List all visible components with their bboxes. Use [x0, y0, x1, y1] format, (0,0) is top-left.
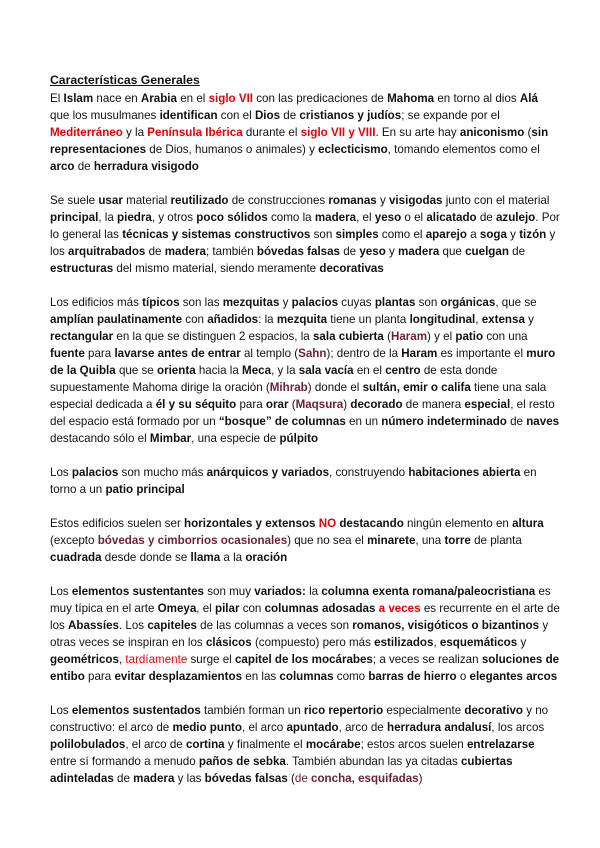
- text-run: añadidos: [207, 313, 259, 326]
- text-run: patio principal: [105, 483, 185, 496]
- text-run: cortina: [185, 738, 225, 751]
- text-run: plantas: [374, 296, 416, 309]
- text-run: especial: [464, 398, 511, 411]
- text-run: “bosque” de columnas: [218, 415, 346, 428]
- text-run: en la que se distinguen 2 espacios, la: [113, 330, 313, 343]
- text-run: principal: [50, 211, 99, 224]
- text-run: soga: [479, 228, 507, 241]
- text-run: para: [84, 670, 115, 683]
- text-run: con el: [217, 109, 255, 122]
- text-run: Maqsura: [295, 398, 344, 411]
- text-run: a la: [220, 551, 246, 564]
- text-run: palacios: [71, 466, 119, 479]
- text-run: Arabia: [140, 92, 177, 105]
- text-run: como la: [267, 211, 315, 224]
- text-run: desde donde se: [101, 551, 191, 564]
- text-run: longitudinal: [409, 313, 476, 326]
- text-run: en el: [353, 364, 386, 377]
- text-run: variados:: [254, 585, 306, 598]
- text-run: que los musulmanes: [50, 109, 160, 122]
- text-run: mocárabe: [305, 738, 361, 751]
- text-run: mezquitas: [222, 296, 280, 309]
- text-run: , arco de: [338, 721, 387, 734]
- text-run: columnas adosadas: [264, 602, 376, 615]
- text-run: concha, esquifadas: [311, 772, 419, 785]
- text-run: clásicos: [205, 636, 252, 649]
- text-run: al templo (: [240, 347, 299, 360]
- text-run: son muy: [204, 585, 255, 598]
- text-run: ); dentro de la: [326, 347, 402, 360]
- text-run: altura: [512, 517, 544, 530]
- text-run: polilobulados: [50, 738, 126, 751]
- text-run: (: [524, 126, 532, 139]
- text-run: material: [122, 194, 171, 207]
- text-run: (compuesto) pero más: [251, 636, 375, 649]
- text-run: centro: [385, 364, 421, 377]
- text-run: mezquita: [276, 313, 328, 326]
- text-run: capiteles: [147, 619, 197, 632]
- paragraph-origins: [50, 90, 560, 175]
- text-run: fuente: [50, 347, 85, 360]
- document-page: [50, 72, 560, 804]
- text-run: , que se: [495, 296, 537, 309]
- text-run: es muy típica en el arte: [50, 585, 551, 615]
- text-run: Mahoma: [387, 92, 435, 105]
- text-run: alicatado: [426, 211, 477, 224]
- text-run: de: [506, 415, 527, 428]
- text-run: geométricos: [50, 653, 119, 666]
- text-run: y no constructivo: el arco de: [50, 704, 549, 734]
- text-run: junto con el material: [442, 194, 550, 207]
- text-run: son las: [179, 296, 223, 309]
- text-run: , construyendo: [329, 466, 409, 479]
- text-run: ; a veces se realizan: [372, 653, 482, 666]
- text-run: cuelgan: [465, 245, 509, 258]
- text-run: barras de hierro: [368, 670, 457, 683]
- text-run: , y la: [271, 364, 299, 377]
- paragraph-buildings: [50, 515, 560, 566]
- text-run: anárquicos y variados: [206, 466, 330, 479]
- text-run: (: [288, 398, 296, 411]
- text-run: , tomando elementos como el: [387, 143, 540, 156]
- paragraph-materials: [50, 192, 560, 277]
- text-run: y: [524, 313, 534, 326]
- text-run: bóvedas falsas: [256, 245, 341, 258]
- text-run: , y otros: [151, 211, 197, 224]
- text-run: ) donde el: [307, 381, 363, 394]
- text-run: de manera: [402, 398, 465, 411]
- text-run: técnicas y sistemas constructivos: [122, 228, 311, 241]
- text-run: arquitrabados: [68, 245, 146, 258]
- text-run: . Los: [118, 619, 148, 632]
- text-run: aparejo: [425, 228, 467, 241]
- text-run: llama: [190, 551, 221, 564]
- text-run: como el: [378, 228, 426, 241]
- text-run: sala cubierta: [312, 330, 384, 343]
- text-run: a veces: [378, 602, 421, 615]
- text-run: bóvedas y cimborrios ocasionales: [97, 534, 288, 547]
- text-run: la: [305, 585, 322, 598]
- text-run: cuyas: [338, 296, 375, 309]
- text-run: decorado: [350, 398, 403, 411]
- text-run: decorativo: [464, 704, 523, 717]
- text-run: son mucho más: [118, 466, 207, 479]
- text-run: cristianos y judíos: [299, 109, 402, 122]
- text-run: , el: [356, 211, 375, 224]
- text-run: amplían paulatinamente: [50, 313, 183, 326]
- text-run: oración: [245, 551, 288, 564]
- text-run: azulejo: [495, 211, 536, 224]
- text-run: El: [50, 92, 64, 105]
- text-run: de: [280, 109, 300, 122]
- text-run: en las: [242, 670, 280, 683]
- text-run: Haram: [390, 330, 428, 343]
- text-run: es recurrente en el arte de los: [50, 602, 560, 632]
- text-run: Islam: [63, 92, 94, 105]
- text-run: : la: [258, 313, 277, 326]
- text-run: Los: [50, 585, 72, 598]
- text-run: Dios: [254, 109, 281, 122]
- text-run: Abassíes: [68, 619, 119, 632]
- text-run: (: [383, 330, 391, 343]
- text-run: , los arcos: [491, 721, 545, 734]
- text-run: arco: [50, 160, 75, 173]
- text-run: lavarse antes de entrar: [114, 347, 241, 360]
- text-run: para: [84, 347, 115, 360]
- text-run: esquemáticos: [439, 636, 518, 649]
- text-run: o el: [401, 211, 427, 224]
- text-run: elementos sustentados: [71, 704, 201, 717]
- text-run: hacia la: [195, 364, 243, 377]
- text-run: destacando: [339, 517, 404, 530]
- paragraph-palaces: [50, 464, 560, 498]
- text-run: en el: [176, 92, 209, 105]
- text-run: rico repertorio: [303, 704, 384, 717]
- text-run: cuadrada: [50, 551, 102, 564]
- text-run: simples: [335, 228, 379, 241]
- text-run: minarete: [367, 534, 416, 547]
- text-run: ningún elemento en: [403, 517, 513, 530]
- text-run: para: [236, 398, 266, 411]
- text-run: cubiertas adinteladas: [50, 755, 513, 785]
- text-run: madera: [133, 772, 175, 785]
- text-run: . Por lo general las: [50, 211, 560, 241]
- text-run: usar: [98, 194, 123, 207]
- text-run: elementos sustentantes: [71, 585, 205, 598]
- text-run: que: [439, 245, 466, 258]
- text-run: columnas: [279, 670, 334, 683]
- text-run: y: [376, 194, 389, 207]
- text-run: romanas: [328, 194, 377, 207]
- text-run: evitar desplazamientos: [114, 670, 243, 683]
- paragraph-mosques: [50, 294, 560, 447]
- text-run: Los edificios más: [50, 296, 143, 309]
- text-run: rectangular: [50, 330, 114, 343]
- text-run: tardíamente: [125, 653, 188, 666]
- text-run: . En su arte hay: [375, 126, 460, 139]
- text-run: paños de sebka: [198, 755, 286, 768]
- text-run: tiene un planta: [327, 313, 410, 326]
- text-run: y: [506, 228, 520, 241]
- text-run: sala vacía: [298, 364, 354, 377]
- text-run: madera: [398, 245, 440, 258]
- text-run: NO: [318, 517, 337, 530]
- text-run: en torno al dios: [434, 92, 520, 105]
- text-run: torre: [444, 534, 471, 547]
- text-run: , el arco de: [125, 738, 186, 751]
- text-run: Sahn: [298, 347, 327, 360]
- text-run: madera: [164, 245, 206, 258]
- text-run: Estos edificios suelen ser: [50, 517, 185, 530]
- text-run: piedra: [117, 211, 152, 224]
- text-run: visigodas: [388, 194, 443, 207]
- text-run: romanos, visigóticos o bizantinos: [352, 619, 540, 632]
- text-run: madera: [314, 211, 357, 224]
- text-run: de: [294, 772, 312, 785]
- text-run: palacios: [291, 296, 339, 309]
- text-run: de: [340, 245, 360, 258]
- text-run: de: [476, 211, 496, 224]
- text-run: del mismo material, siendo meramente: [113, 262, 320, 275]
- text-run: tiene una sala especial dedicada a: [50, 381, 547, 411]
- text-run: con: [182, 313, 208, 326]
- text-run: habitaciones abierta: [408, 466, 521, 479]
- text-run: pilar: [214, 602, 240, 615]
- text-run: en un: [345, 415, 382, 428]
- text-run: soluciones de entibo: [50, 653, 560, 683]
- text-run: , la: [98, 211, 118, 224]
- text-run: de construcciones: [228, 194, 329, 207]
- text-run: con las predicaciones de: [253, 92, 388, 105]
- text-run: aniconismo: [459, 126, 525, 139]
- text-run: ) que no sea el: [287, 534, 368, 547]
- text-run: entrelazarse: [466, 738, 535, 751]
- text-run: reutilizado: [170, 194, 229, 207]
- text-run: , el: [196, 602, 215, 615]
- text-run: Mihrab: [269, 381, 308, 394]
- text-run: orar: [265, 398, 289, 411]
- text-run: que se: [115, 364, 157, 377]
- text-run: ) y el: [427, 330, 456, 343]
- text-run: Haram: [401, 347, 438, 360]
- text-run: (: [287, 772, 295, 785]
- text-run: eclecticismo: [318, 143, 388, 156]
- text-run: ): [418, 772, 423, 785]
- text-run: Se suele: [50, 194, 99, 207]
- text-run: y: [517, 636, 527, 649]
- text-run: nace en: [93, 92, 141, 105]
- text-run: , una especie de: [191, 432, 280, 445]
- text-run: de: [74, 160, 94, 173]
- text-run: ,: [433, 636, 440, 649]
- text-run: siglo VII y VIII: [300, 126, 376, 139]
- text-run: y la: [122, 126, 148, 139]
- text-run: también forman un: [200, 704, 304, 717]
- text-run: , el resto del espacio está formado por un: [50, 398, 555, 428]
- text-run: entre sí formando a menudo: [50, 755, 199, 768]
- text-run: y las: [174, 772, 205, 785]
- text-run: y: [385, 245, 399, 258]
- text-run: poco sólidos: [196, 211, 268, 224]
- text-run: . También abundan las ya citadas: [285, 755, 461, 768]
- text-run: ,: [475, 313, 482, 326]
- text-run: como: [333, 670, 369, 683]
- text-run: o: [456, 670, 470, 683]
- paragraph-supported-elements: [50, 702, 560, 787]
- text-run: medio punto: [172, 721, 242, 734]
- text-run: Alá: [519, 92, 538, 105]
- text-run: de: [508, 245, 526, 258]
- text-run: , el arco: [242, 721, 287, 734]
- text-run: elegantes arcos: [469, 670, 558, 683]
- text-run: son: [415, 296, 441, 309]
- text-run: surge el: [187, 653, 235, 666]
- text-run: horizontales y extensos: [184, 517, 316, 530]
- text-run: de: [145, 245, 165, 258]
- text-run: decorativas: [319, 262, 384, 275]
- text-run: durante el: [242, 126, 301, 139]
- text-run: Mediterráneo: [50, 126, 123, 139]
- text-run: orienta: [156, 364, 196, 377]
- text-run: y: [279, 296, 292, 309]
- text-run: capitel de los mocárabes: [234, 653, 373, 666]
- text-run: ; se expande por el: [401, 109, 500, 122]
- text-run: especialmente: [383, 704, 465, 717]
- text-run: número indeterminado: [381, 415, 507, 428]
- text-run: Omeya: [157, 602, 197, 615]
- text-run: de las columnas a veces son: [196, 619, 353, 632]
- text-run: ): [343, 398, 351, 411]
- text-run: siglo VII: [208, 92, 254, 105]
- text-run: bóvedas falsas: [204, 772, 288, 785]
- text-run: extensa: [481, 313, 525, 326]
- text-run: destacando sólo el: [50, 432, 150, 445]
- text-run: son: [310, 228, 336, 241]
- text-run: Los: [50, 704, 72, 717]
- text-run: en torno a un: [50, 466, 537, 496]
- text-run: de: [113, 772, 134, 785]
- text-run: tizón: [519, 228, 547, 241]
- text-run: , una: [415, 534, 445, 547]
- text-run: y finalmente el: [224, 738, 306, 751]
- text-run: estructuras: [50, 262, 114, 275]
- text-run: de planta: [470, 534, 522, 547]
- text-run: ; estos arcos suelen: [360, 738, 467, 751]
- text-run: yeso: [359, 245, 386, 258]
- text-run: columna exenta romana/paleocristiana: [321, 585, 536, 598]
- text-run: orgánicas: [440, 296, 496, 309]
- text-run: ,: [118, 653, 126, 666]
- text-run: estilizados: [374, 636, 434, 649]
- text-run: ; también: [205, 245, 257, 258]
- text-run: Los: [50, 466, 72, 479]
- text-run: y otras veces se inspiran en los: [50, 619, 549, 649]
- text-run: Meca: [242, 364, 272, 377]
- document-title: Características Generales: [50, 73, 200, 87]
- text-run: es importante el: [437, 347, 527, 360]
- text-run: sin representaciones: [50, 126, 549, 156]
- text-run: con: [239, 602, 265, 615]
- text-run: él y su séquito: [155, 398, 237, 411]
- paragraph-supporting-elements: [50, 583, 560, 685]
- text-run: de esta donde supuestamente Mahoma dirige la oración (: [50, 364, 498, 394]
- text-run: de Dios, humanos o animales) y: [146, 143, 319, 156]
- text-run: con una: [483, 330, 528, 343]
- text-run: (excepto: [50, 534, 98, 547]
- text-run: y los: [50, 228, 556, 258]
- text-run: apuntado: [286, 721, 339, 734]
- text-run: a: [466, 228, 480, 241]
- text-run: Península Ibérica: [147, 126, 243, 139]
- text-run: típicos: [142, 296, 180, 309]
- text-run: muro de la Quibla: [50, 347, 556, 377]
- text-run: naves: [526, 415, 560, 428]
- text-run: sultán, emir o califa: [362, 381, 471, 394]
- text-run: identifican: [159, 109, 218, 122]
- text-run: patio: [455, 330, 484, 343]
- text-run: herradura visigodo: [93, 160, 199, 173]
- text-run: Mimbar: [149, 432, 192, 445]
- text-run: yeso: [374, 211, 402, 224]
- text-run: púlpito: [279, 432, 319, 445]
- text-run: herradura andalusí: [386, 721, 492, 734]
